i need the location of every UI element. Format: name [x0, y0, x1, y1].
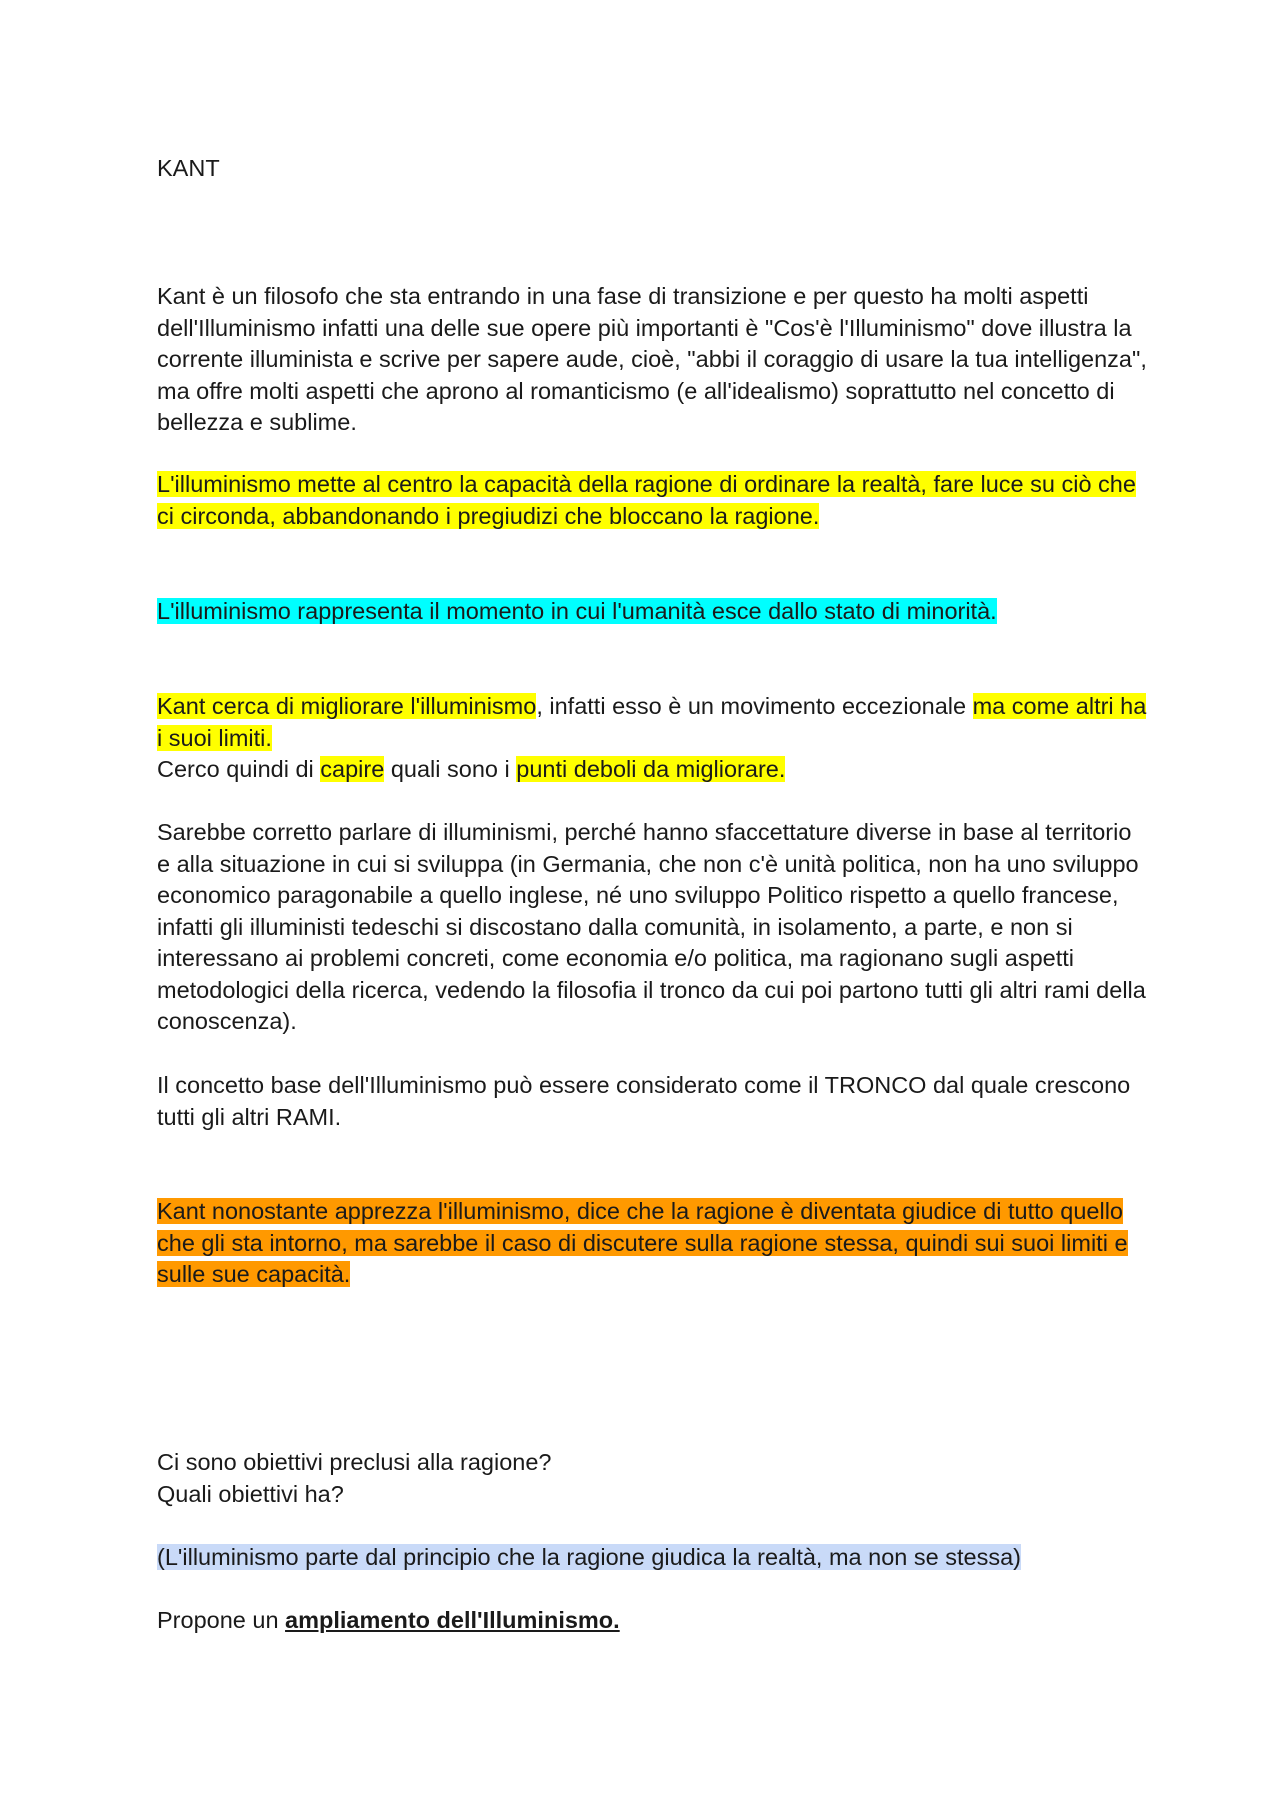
- paragraph-migliorare: [157, 691, 1147, 786]
- bold-underlined-text: ampliamento dell'Illuminismo.: [285, 1607, 620, 1633]
- highlight-yellow: punti deboli da migliorare.: [516, 756, 786, 782]
- highlight-cyan: L'illuminismo rappresenta il momento in cui l'umanità esce dallo stato di minorità.: [157, 598, 997, 624]
- highlight-orange: Kant nonostante apprezza l'illuminismo, dice che la ragione è diventata giudice di tutto quello che gli sta intorno, ma sarebbe il caso di discutere sulla ragione stessa, quindi sui suoi limiti e sulle sue capacità.: [157, 1198, 1128, 1287]
- question-2: Quali obiettivi ha?: [157, 1480, 344, 1507]
- text-segment: Propone un: [157, 1607, 286, 1633]
- text-segment: , infatti esso è un movimento eccezionale: [536, 693, 973, 719]
- document-title: KANT: [157, 155, 220, 181]
- paragraph-questions: [157, 1447, 1147, 1510]
- paragraph-ampliamento: [157, 1605, 1147, 1637]
- highlight-yellow: ma come altri ha i suoi limiti.: [157, 693, 1147, 751]
- paragraph-illuminismo-centro: [157, 469, 1147, 532]
- highlight-yellow: L'illuminismo mette al centro la capacità della ragione di ordinare la realtà, fare luce su ciò che ci circonda, abbandonando i pregiudizi che bloccano la ragione.: [157, 471, 1136, 529]
- paragraph-principio: [157, 1542, 1147, 1574]
- highlight-yellow: Kant cerca di migliorare l'illuminismo: [157, 693, 537, 719]
- paragraph-illuminismi: Sarebbe corretto parlare di illuminismi, perché hanno sfaccettature diverse in base al territorio e alla situazione in cui si sviluppa (in Germania, che non c'è unità politica, non ha uno sviluppo economico paragonabile a quello inglese, né uno sviluppo Politico rispetto a quello francese, infatti gli illuministi tedeschi si discostano dalla comunità, in isolamento, a parte, e non si interessano ai problemi concreti, come economia e/o politica, ma ragionano sugli aspetti metodologici della ricerca, vedendo la filosofia il tronco da cui poi partono tutti gli altri rami della conoscenza).: [157, 819, 1146, 1034]
- paragraph-minorita: [157, 596, 1147, 628]
- paragraph-kant-ragione: [157, 1196, 1147, 1291]
- text-segment: quali sono i: [384, 756, 517, 782]
- paragraph-intro: Kant è un filosofo che sta entrando in una fase di transizione e per questo ha molti aspetti dell'Illuminismo infatti una delle sue opere più importanti è "Cos'è l'Illuminismo" dove illustra la corrente illuminista e scrive per sapere aude, cioè, "abbi il coraggio di usare la tua intelligenza", ma offre molti aspetti che aprono al romanticismo (e all'idealismo) soprattutto nel concetto di bellezza e sublime.: [157, 283, 1147, 435]
- highlight-yellow: capire: [320, 756, 385, 782]
- paragraph-tronco: Il concetto base dell'Illuminismo può essere considerato come il TRONCO dal quale crescono tutti gli altri RAMI.: [157, 1072, 1131, 1130]
- highlight-blue: (L'illuminismo parte dal principio che la ragione giudica la realtà, ma non se stessa): [157, 1544, 1021, 1570]
- text-segment: Cerco quindi di: [157, 756, 321, 782]
- question-1: Ci sono obiettivi preclusi alla ragione?: [157, 1449, 552, 1475]
